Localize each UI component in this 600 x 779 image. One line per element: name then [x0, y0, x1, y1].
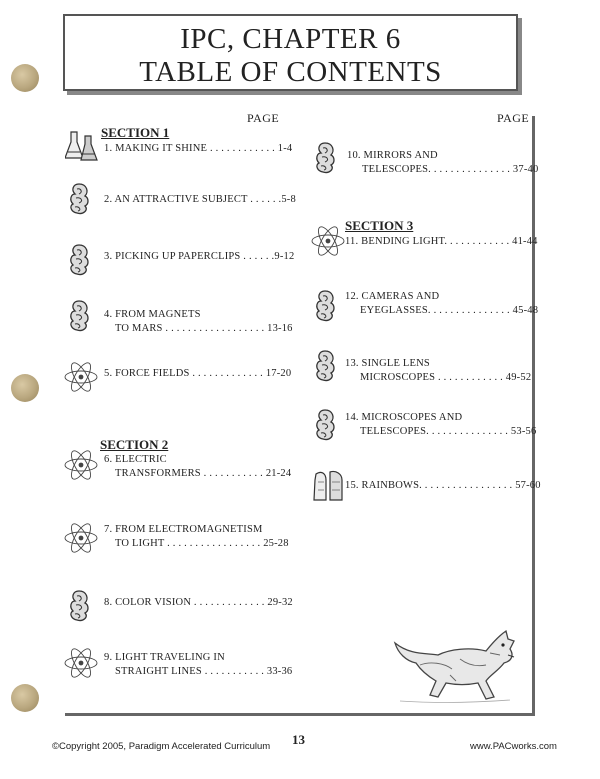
atom-icon — [63, 360, 99, 399]
toc-entry — [104, 523, 289, 551]
page-column-label-left: PAGE — [247, 111, 280, 125]
toc-entry-line-1: 15. RAINBOWS. . . . . . . . . . . . . . . . . 57-60 — [345, 480, 541, 491]
title-line-2: TABLE OF CONTENTS — [139, 56, 442, 88]
toc-entry — [104, 453, 291, 481]
toc-entry — [104, 651, 292, 679]
shells-icon — [312, 468, 344, 509]
toc-entry — [104, 250, 294, 264]
page-number: 13 — [292, 732, 305, 747]
toc-entry — [104, 142, 292, 156]
section-1-heading: SECTION 1 — [101, 125, 170, 140]
toc-entry-line-1: 4. FROM MAGNETS — [104, 309, 201, 320]
toc-entry-line-2: TO LIGHT . . . . . . . . . . . . . . . . . 25-28 — [115, 538, 289, 549]
section-2-heading: SECTION 2 — [100, 437, 169, 452]
website-text: www.PACworks.com — [470, 741, 557, 752]
atom-icon — [310, 224, 346, 263]
snail-shell-icon — [67, 299, 91, 338]
toc-entry-line-2: TO MARS . . . . . . . . . . . . . . . . . . 13-16 — [115, 323, 293, 334]
toc-entry-line-1: 1. MAKING IT SHINE . . . . . . . . . . . . 1-4 — [104, 143, 293, 154]
binder-hole-top — [11, 64, 39, 92]
snail-shell-icon — [67, 182, 91, 221]
toc-entry — [104, 367, 291, 381]
wolf-illustration — [390, 625, 520, 705]
toc-entry-line-2: TELESCOPES. . . . . . . . . . . . . . . 53-56 — [360, 426, 537, 437]
snail-shell-icon — [67, 589, 91, 628]
toc-entry — [347, 149, 538, 177]
toc-entry-line-1: 6. ELECTRIC — [104, 454, 167, 465]
toc-entry-line-1: 5. FORCE FIELDS . . . . . . . . . . . . . 17-20 — [104, 368, 292, 379]
toc-entry-line-1: 9. LIGHT TRAVELING IN — [104, 652, 225, 663]
snail-shell-icon — [313, 289, 337, 328]
toc-entry-line-1: 8. COLOR VISION . . . . . . . . . . . . . 29-32 — [104, 597, 293, 608]
toc-entry-line-1: 7. FROM ELECTROMAGNETISM — [104, 524, 263, 535]
toc-entry — [104, 596, 293, 610]
toc-entry-line-1: 12. CAMERAS AND — [345, 291, 440, 302]
atom-icon — [63, 646, 99, 685]
toc-entry-line-1: 11. BENDING LIGHT. . . . . . . . . . . . 41-44 — [345, 236, 538, 247]
toc-entry-line-2: TELESCOPES. . . . . . . . . . . . . . . 37-40 — [362, 164, 539, 175]
title-box — [63, 14, 518, 91]
binder-hole-bottom — [11, 684, 39, 712]
binder-hole-middle — [11, 374, 39, 402]
toc-entry — [345, 290, 538, 318]
page-column-label-right: PAGE — [497, 111, 530, 125]
lab-flasks-icon — [65, 128, 99, 169]
frame-border-bottom — [65, 713, 535, 716]
snail-shell-icon — [313, 408, 337, 447]
toc-entry-line-1: 2. AN ATTRACTIVE SUBJECT . . . . . .5-8 — [104, 194, 296, 205]
atom-icon — [63, 521, 99, 560]
toc-entry-line-2: MICROSCOPES . . . . . . . . . . . . 49-52 — [360, 372, 532, 383]
toc-entry-line-2: TRANSFORMERS . . . . . . . . . . . 21-24 — [115, 468, 292, 479]
toc-entry — [345, 235, 538, 249]
toc-entry-line-1: 14. MICROSCOPES AND — [345, 412, 463, 423]
toc-entry-line-1: 10. MIRRORS AND — [347, 150, 438, 161]
toc-entry — [345, 357, 531, 385]
toc-entry-line-2: STRAIGHT LINES . . . . . . . . . . . 33-36 — [115, 666, 293, 677]
snail-shell-icon — [313, 349, 337, 388]
atom-icon — [63, 448, 99, 487]
toc-entry — [345, 411, 536, 439]
snail-shell-icon — [67, 243, 91, 282]
toc-entry-line-1: 13. SINGLE LENS — [345, 358, 430, 369]
section-3-heading: SECTION 3 — [345, 218, 414, 233]
toc-entry — [104, 308, 293, 336]
toc-entry-line-2: EYEGLASSES. . . . . . . . . . . . . . . 45-48 — [360, 305, 539, 316]
toc-entry — [104, 193, 296, 207]
title-line-1: IPC, CHAPTER 6 — [180, 23, 401, 55]
toc-entry-line-1: 3. PICKING UP PAPERCLIPS . . . . . .9-12 — [104, 251, 295, 262]
toc-entry — [345, 479, 541, 493]
copyright-text: ©Copyright 2005, Paradigm Accelerated Curriculum — [52, 741, 271, 752]
snail-shell-icon — [313, 141, 337, 180]
